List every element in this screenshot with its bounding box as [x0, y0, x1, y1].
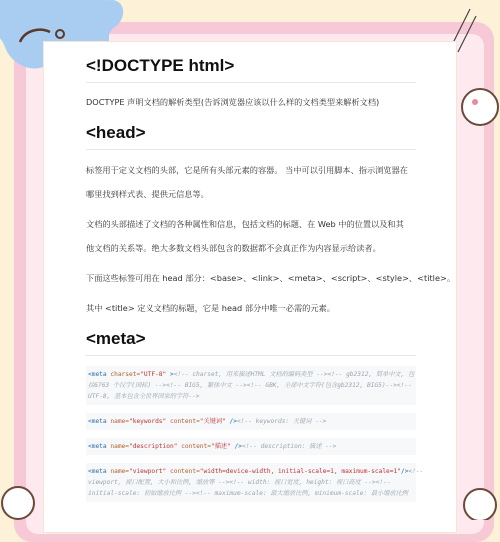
code-block-viewport — [86, 463, 424, 502]
code-attr: charset= — [106, 371, 141, 378]
doctype-description: DOCTYPE 声明文档的解析类型(告诉浏览器应该以什么样的文档类型来解析文档) — [86, 97, 380, 107]
code-tag-end: /> — [225, 418, 237, 425]
code-line — [88, 369, 414, 380]
flower-doodle-icon — [455, 82, 500, 132]
document-paper — [44, 42, 456, 532]
code-tag: <meta — [88, 371, 107, 378]
code-attr: name= — [106, 418, 129, 425]
code-tag-end: /> — [230, 443, 242, 450]
code-value: "description" — [129, 443, 178, 450]
code-comment: <!-- description: 描述 --> — [241, 443, 337, 450]
code-block-description — [86, 438, 416, 455]
code-tag-end: /> — [400, 468, 409, 475]
code-value: "width=device-width, initial-scale=1, maximum-scale=1" — [199, 468, 401, 475]
code-comment: <!-- charset, 用来描述HTML 文档的编码类型 --><!-- gb2312, 简单中文, 包 — [173, 371, 415, 378]
code-block-keywords — [86, 413, 416, 430]
code-attr: name= — [106, 443, 129, 450]
code-comment-line: 括6763 个汉字(国标) --><!-- BIG5, 繁体中文 --><!-- GBK, 全部中文字符(包含gb2312, BIG5)--><!-- — [88, 382, 412, 389]
code-comment: <!-- — [408, 468, 424, 475]
code-value: "关键词" — [199, 418, 226, 425]
code-block-charset — [86, 366, 416, 405]
code-comment-line: UTF-8, 基本包含全世界国家的字符--> — [88, 393, 200, 400]
head-heading: <head> — [86, 123, 416, 150]
code-tag: <meta — [88, 418, 107, 425]
code-comment-line: initial-scale: 初始缩放比例 --><!-- maximum-scale: 最大缩放比例, minimum-scale: 最小缩放比例 — [88, 490, 408, 497]
head-paragraph-3: 下面这些标签可用在 head 部分：<base>、<link>、<meta>、<script>、<style>、<title>。 — [86, 273, 456, 283]
head-paragraph-1-line-2: 哪里找到样式表、提供元信息等。 — [86, 189, 209, 199]
code-attr: content= — [166, 468, 200, 475]
code-attr: name= — [106, 468, 129, 475]
code-attr: content= — [166, 418, 200, 425]
code-tag-end: > — [166, 371, 174, 378]
cloud-doodle-icon — [0, 475, 40, 520]
head-paragraph-1-line-1: 标签用于定义文档的头部，它是所有头部元素的容器。 当中可以引用脚本、指示浏览器在 — [86, 165, 408, 175]
code-tag: <meta — [88, 468, 107, 475]
head-paragraph-2-line-2: 他文档的关系等。绝大多数文档头部包含的数据都不会真正作为内容显示给读者。 — [86, 243, 381, 253]
code-value: "描述" — [210, 443, 231, 450]
code-tag: <meta — [88, 443, 107, 450]
code-attr: content= — [177, 443, 211, 450]
code-value: "viewport" — [129, 468, 167, 475]
code-line — [88, 466, 424, 477]
code-comment: <!-- keywords: 关键词 --> — [237, 418, 327, 425]
meta-heading: <meta> — [86, 329, 416, 356]
head-paragraph-2-line-1: 文档的头部描述了文档的各种属性和信息，包括文档的标题、在 Web 中的位置以及和其 — [86, 219, 404, 229]
head-paragraph-4: 其中 <title> 定义文档的标题，它是 head 部分中唯一必需的元素。 — [86, 303, 335, 313]
document-content — [86, 56, 456, 502]
code-value: "keywords" — [129, 418, 167, 425]
doctype-heading: <!DOCTYPE html> — [86, 56, 416, 83]
cloud-doodle-right-icon — [455, 480, 500, 520]
code-value: "UTF-8" — [140, 371, 167, 378]
code-comment-line: viewport, 视口配置, 大小和比例, 缩放等 --><!-- width: 视口宽度, height: 视口高度 --><!-- — [88, 479, 391, 486]
